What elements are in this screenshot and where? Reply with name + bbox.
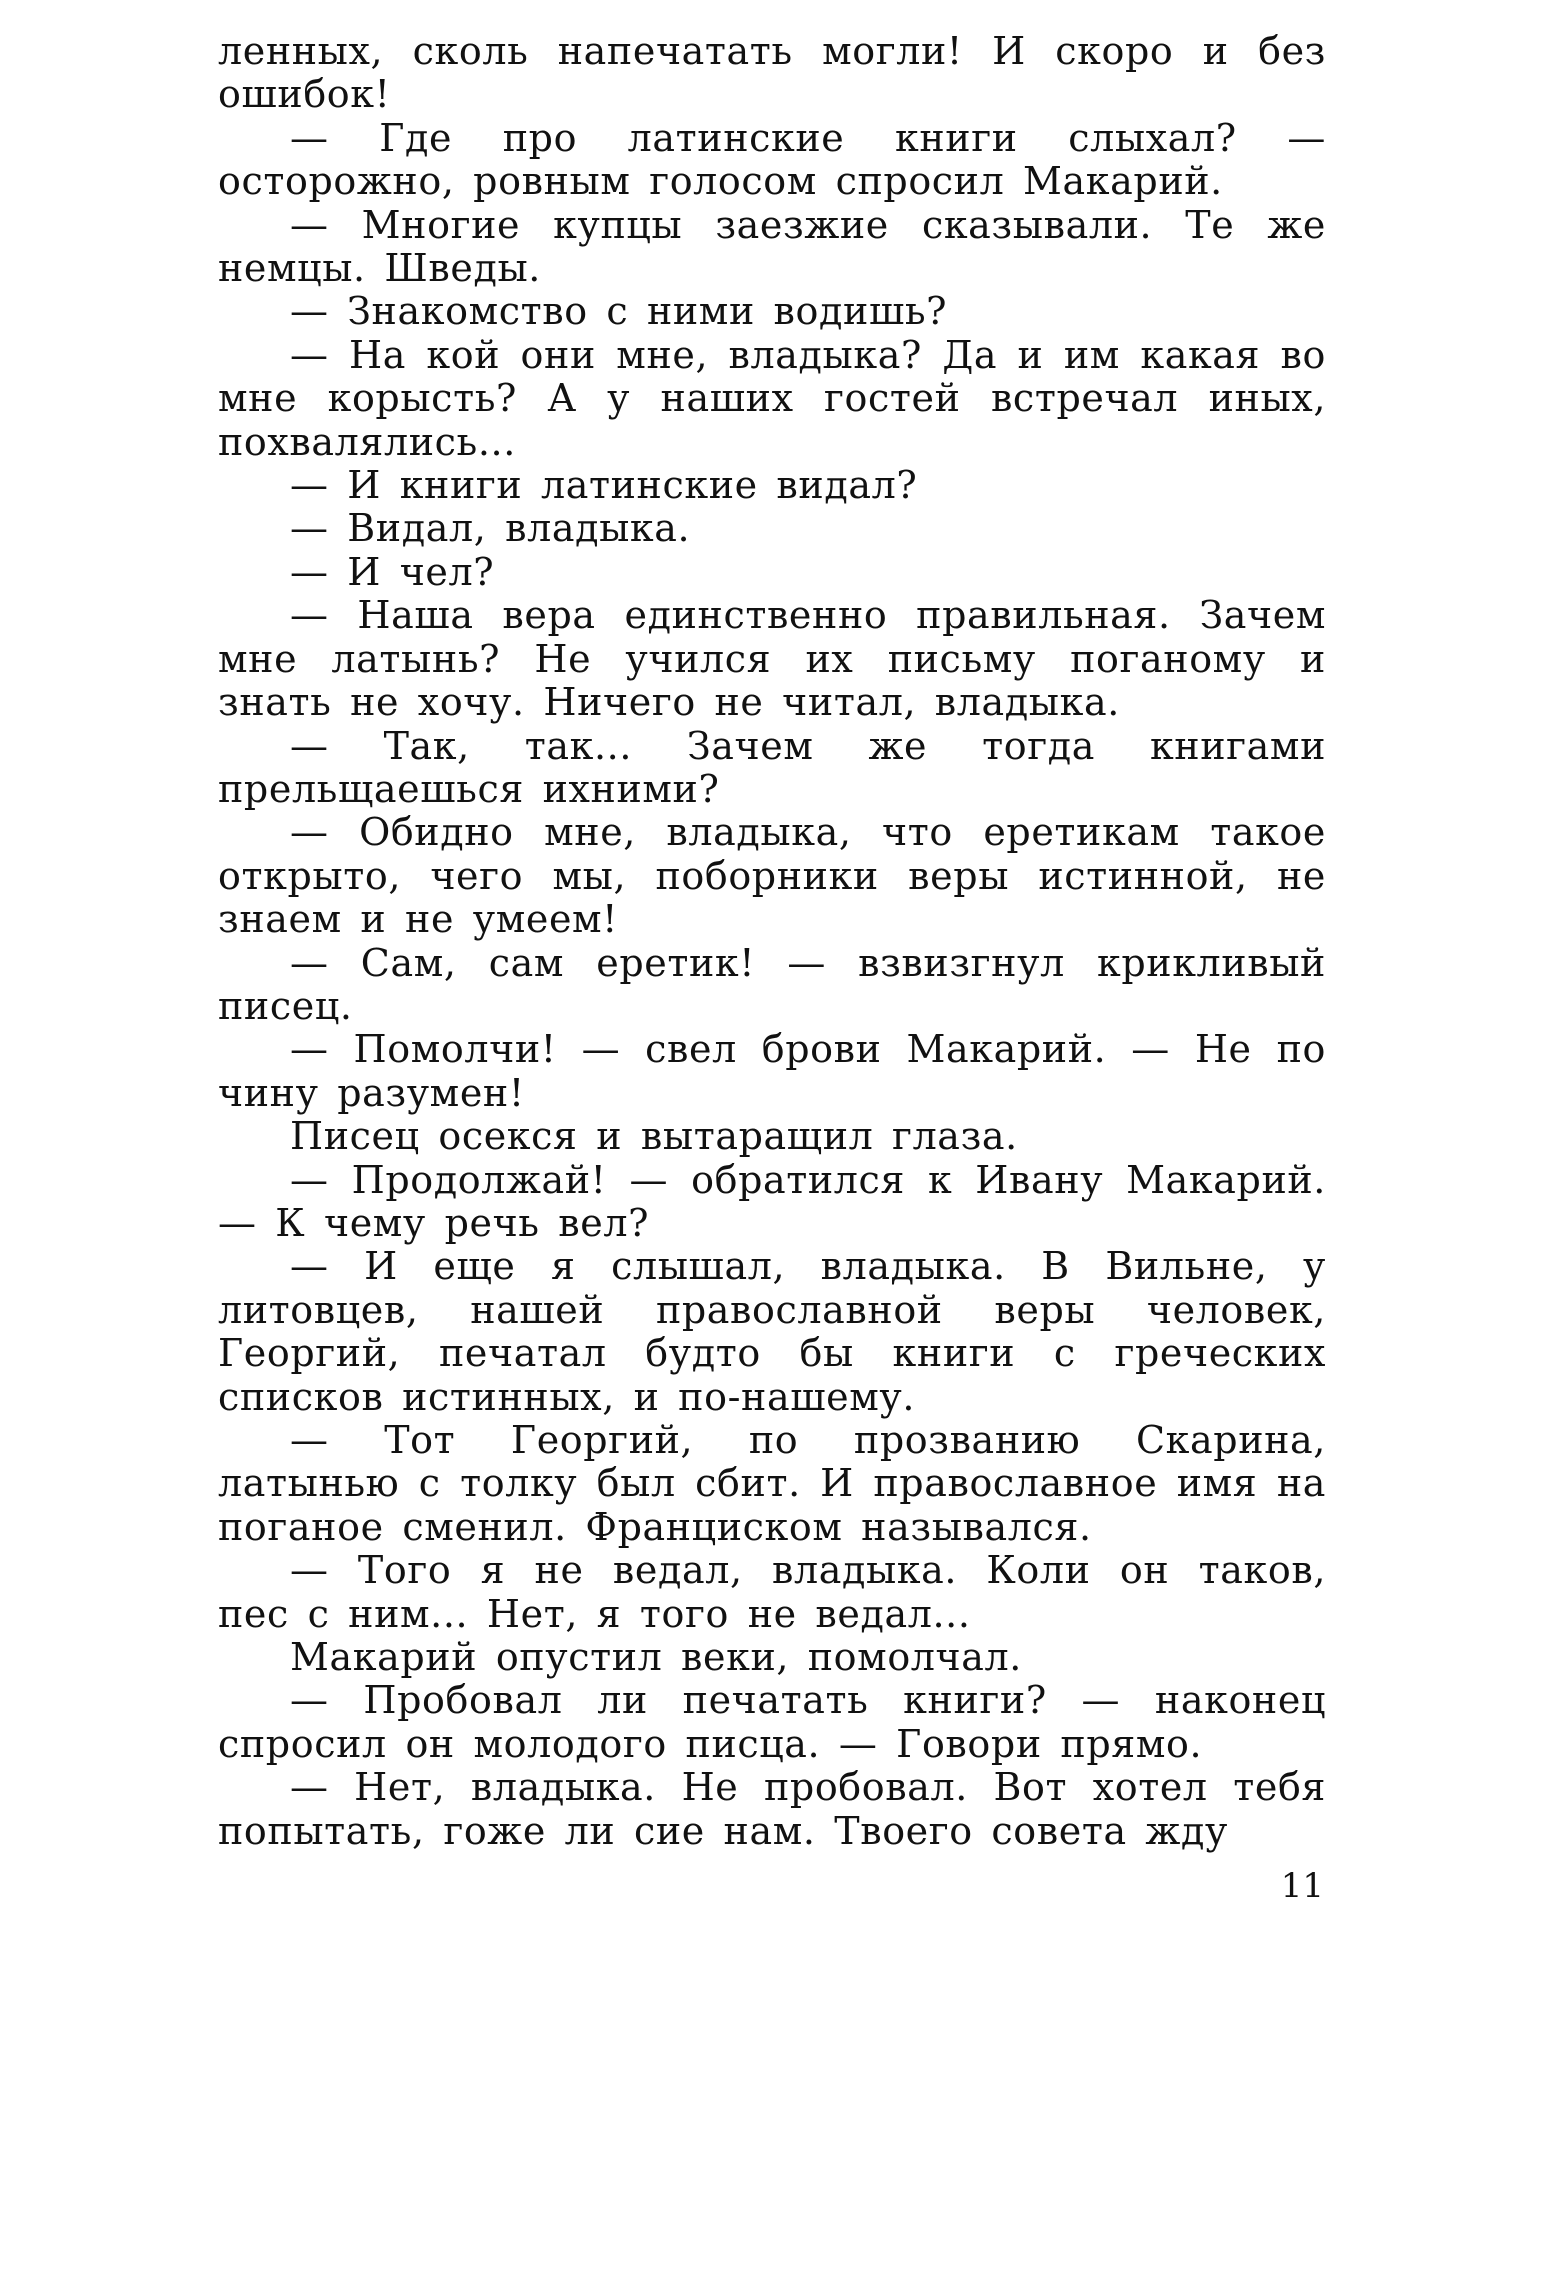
paragraph: — И книги латинские видал? (290, 463, 918, 508)
paragraph: Макарий опустил веки, помолчал. (290, 1635, 1022, 1680)
paragraph: — Того я не ведал, владыка. Коли он таков, пес с ним... Нет, я того не ведал... (218, 1548, 1326, 1636)
paragraph: — И чел? (290, 549, 495, 594)
paragraph: — Знакомство с ними водишь? (290, 289, 948, 334)
paragraph: — Помолчи! — свел брови Макарий. — Не по чину разумен! (218, 1027, 1326, 1115)
paragraph: — Нет, владыка. Не пробовал. Вот хотел тебя попытать, гоже ли сие нам. Твоего совета жду (218, 1765, 1326, 1853)
paragraph: — Так, так... Зачем же тогда книгами прельщаешься ихними? (218, 723, 1326, 811)
paragraph: Писец осекся и вытаращил глаза. (290, 1114, 1018, 1159)
paragraph: — Пробовал ли печатать книги? — наконец спросил он молодого писца. — Говори прямо. (218, 1678, 1326, 1766)
paragraph: — На кой они мне, владыка? Да и им какая во мне корысть? А у наших гостей встречал иных, похвалялись... (218, 332, 1326, 464)
paragraph: — Сам, сам еретик! — взвизгнул крикливый писец. (218, 940, 1326, 1028)
book-page (218, 30, 1326, 2230)
paragraph: — Тот Георгий, по прозванию Скарина, латынью с толку был сбит. И православное имя на поганое сменил. Франциском назывался. (218, 1418, 1326, 1549)
paragraph: — Наша вера единственно правильная. Зачем мне латынь? Не учился их письму поганому и знать не хочу. Ничего не читал, владыка. (218, 593, 1326, 725)
paragraph: — Обидно мне, владыка, что еретикам такое открыто, чего мы, поборники веры истинной, не знаем и не умеем! (218, 810, 1326, 942)
paragraph: — Видал, владыка. (290, 506, 691, 551)
paragraph: — Где про латинские книги слыхал? — осторожно, ровным голосом спросил Макарий. (218, 115, 1326, 204)
page-number: 11 (1280, 1866, 1324, 1906)
page-text (218, 30, 1326, 1853)
paragraph: — Многие купцы заезжие сказывали. Те же немцы. Шведы. (218, 202, 1326, 291)
paragraph: ленных, сколь напечатать могли! И скоро и без ошибок! (218, 29, 1326, 117)
paragraph: — Продолжай! — обратился к Ивану Макарий. — К чему речь вел? (218, 1157, 1326, 1245)
paragraph: — И еще я слышал, владыка. В Вильне, у литовцев, нашей православной веры человек, Георгий, печатал будто бы книги с греческих списков истинных, и по-нашему. (218, 1244, 1326, 1419)
